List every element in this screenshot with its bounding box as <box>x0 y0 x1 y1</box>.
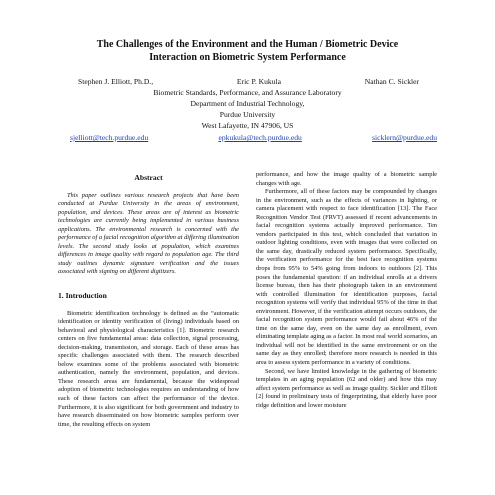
paper-title <box>58 38 437 64</box>
body-paragraph: Second, we have limited knowledge in the gathering of biometric templates in an aging population (62 and older) and how this may affect system performance as well as image quality. Sickler and Elliott [2] found in preliminary tests of fingerprinting, that elderly have poor ridge definition and lower moisture <box>256 367 437 409</box>
affiliation <box>58 87 437 131</box>
email-link[interactable]: epkukula@tech.purdue.edu <box>218 133 302 142</box>
abstract-text: This paper outlines various research projects that have been conducted at Purdue University in the areas of environment, population, and devices. These areas are of interest as biometric technologies are currently being implemented in various business applications. The environmental research is concerned with the performance of a facial recognition algorithm at differing illumination levels. The second study looks at population, which examines differences in image quality with regard to population age. The third study outlines dynamic signature verification and the issues associated with signing on different digitizers. <box>58 191 239 276</box>
affiliation-line: Department of Industrial Technology, <box>190 99 305 108</box>
affiliation-line: West Lafayette, IN 47906, US <box>201 121 294 130</box>
email-link[interactable]: sicklern@purdue.edu <box>372 133 437 142</box>
author-emails <box>58 132 437 143</box>
right-column <box>256 171 437 429</box>
left-column <box>58 171 239 429</box>
continuation-paragraph: performance, and how the image quality of a biometric sample changes with age. <box>256 171 437 187</box>
title-line-2: Interaction on Biometric System Performance <box>149 52 346 63</box>
body-paragraph: Furthermore, all of these factors may be compounded by changes in the environment, such as the effects of variances in lighting, or camera placement with respect to face identification [13]. The Face Recognition Vendor Test (FRVT) assessed if recent advancements in facial recognition systems actually improved performance. Ten vendors participated in this test, which concluded that variation in outdoor lighting conditions, even with images that were collected on the same day, drastically reduced system performance. Specifically, the verification performance for the best face recognition systems drops from 95% to 54% going from indoors to outdoors [2]. This poses the fundamental question: if an individual enrolls at a drivers license bureau, then has their photograph taken in an environment with controlled illumination for identification purposes, facial recognition systems will verify that individual 95% of the time in that environment. However, if the verification attempt occurs outdoors, the facial recognition system performance would fail about 46% of the time on the same day, even on the same day as enrollment, even eliminating template aging as a factor. In most real world scenarios, an individual will not be identified in the same environment or on the same day as they enrolled; therefore more research is needed in this area to assess system performance in a variety of conditions. <box>256 188 437 367</box>
introduction-heading: 1. Introduction <box>58 291 107 301</box>
author-block <box>58 76 437 143</box>
author-name: Stephen J. Elliott, Ph.D., <box>78 77 154 86</box>
affiliation-line: Purdue University <box>219 110 276 119</box>
author-name: Eric P. Kukula <box>236 77 281 86</box>
author-name: Nathan C. Sickler <box>364 77 419 86</box>
author-names <box>58 76 437 87</box>
body-columns <box>58 171 437 429</box>
affiliation-line: Biometric Standards, Performance, and Assurance Laboratory <box>153 88 342 97</box>
introduction-paragraph: Biometric identification technology is defined as the “automatic identification or identity verification of (living) individuals based on behavioral and physiological characteristics [1]. Biometric research centers on five fundamental areas: data collection, signal processing, decision-making, transmission, and storage. Each of these areas has specific challenges associated with them. The research described below examines some of the problems associated with biometric authentication, namely the environment, population, and devices. These research areas are fundamental, because the widespread adoption of biometric technologies requires an understanding of how each of these factors can affect the performance of the device. Furthermore, it is also significant for both government and industry to have research disseminated on how biometric samples perform over time, the resulting effects on system <box>58 309 239 428</box>
title-line-1: The Challenges of the Environment and the Human / Biometric Device <box>96 39 399 50</box>
abstract-heading: Abstract <box>134 173 163 182</box>
email-link[interactable]: sjelliott@tech.purdue.edu <box>70 133 149 142</box>
